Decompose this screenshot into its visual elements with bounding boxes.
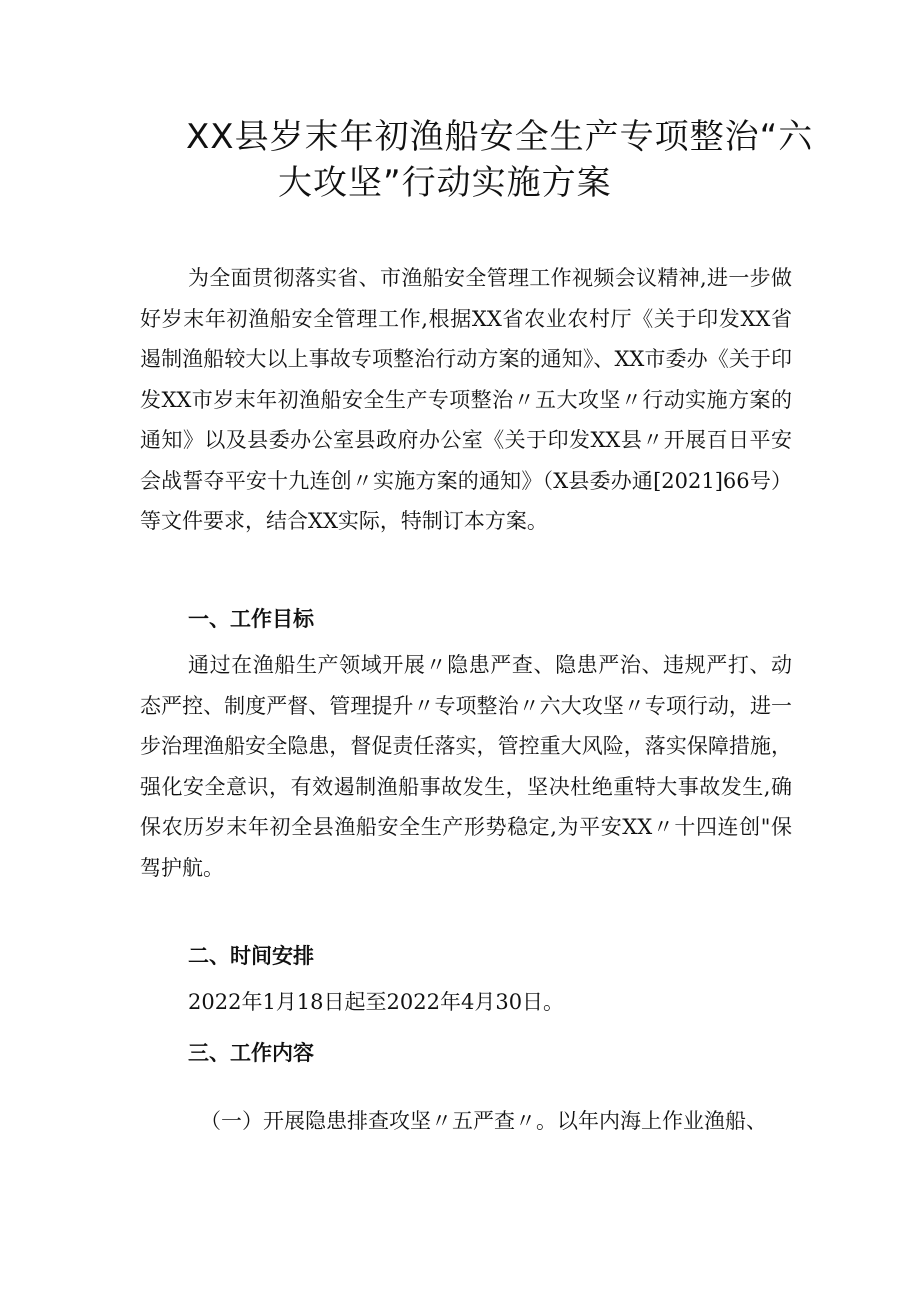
intro-paragraph: 为全面贯彻落实省、市渔船安全管理工作视频会议精神,进一步做好岁末年初渔船安全管理工作,根据XX省农业农村厅《关于印发XX省遏制渔船较大以上事故专项整治行动方案的通知》、XX市委办《关于印发XX市岁末年初渔船安全生产专项整治〃五大攻坚〃行动实施方案的通知》以及县委办公室县政府办公室《关于印发XX县〃开展百日平安会战誓夺平安十九连创〃实施方案的通知》（X县委办通[2021]66号）等文件要求，结合XX实际，特制订本方案。 bbox=[140, 266, 792, 533]
section3-item1: （一）开展隐患排查攻坚〃五严查〃。以年内海上作业渔船、 bbox=[200, 1109, 767, 1133]
document-title-line2: 大攻坚”行动实施方案 bbox=[278, 163, 612, 203]
section1-heading: 一、工作目标 bbox=[188, 607, 314, 631]
section2-text: 2022年1月18日起至2022年4月30日。 bbox=[188, 990, 565, 1014]
document-title-line1: XX县岁末年初渔船安全生产专项整治“六 bbox=[186, 117, 814, 157]
section2-heading: 二、时间安排 bbox=[188, 944, 314, 968]
section3-heading: 三、工作内容 bbox=[188, 1041, 314, 1065]
section1-paragraph: 通过在渔船生产领域开展〃隐患严查、隐患严治、违规严打、动态严控、制度严督、管理提升〃专项整治〃六大攻坚〃专项行动，进一步治理渔船安全隐患，督促责任落实，管控重大风险，落实保障措施，强化安全意识，有效遏制渔船事故发生，坚决杜绝重特大事故发生,确保农历岁末年初全县渔船安全生产形势稳定,为平安XX〃十四连创"保驾护航。 bbox=[140, 653, 792, 880]
